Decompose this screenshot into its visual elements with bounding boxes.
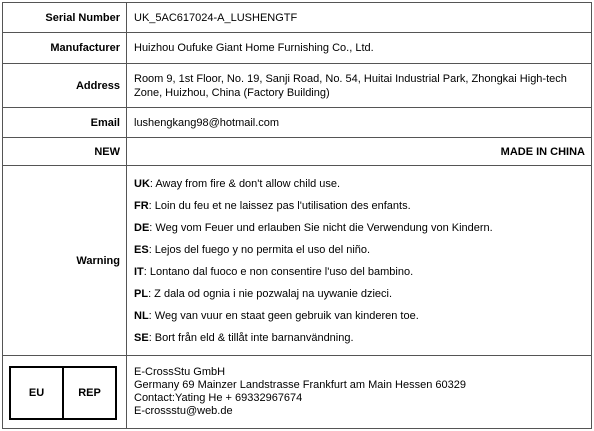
eu-badge-text: EU [28, 387, 45, 399]
address-label: Address [3, 64, 127, 108]
email-label: Email [3, 108, 127, 138]
warning-line-pl [134, 287, 585, 301]
email-value: lushengkang98@hotmail.com [127, 108, 592, 138]
warning-list [127, 166, 592, 356]
warning-row [3, 166, 592, 356]
eu-rep-address: Germany 69 Mainzer Landstrasse Frankfurt am Main Hessen 60329 [134, 379, 466, 391]
rep-badge-text: REP [62, 368, 115, 418]
eu-rep-email: E-crossstu@web.de [134, 405, 233, 417]
warning-text: : Bort från eld & tillåt inte barnanvändning. [148, 331, 354, 344]
manufacturer-row [3, 33, 592, 64]
warning-text: : Weg vom Feuer und erlauben Sie nicht die Verwendung von Kindern. [149, 221, 493, 234]
eu-rep-details [127, 356, 592, 429]
new-label: NEW [3, 138, 127, 166]
warning-line-se [134, 331, 585, 345]
warning-label: Warning [3, 166, 127, 356]
serial-number-value: UK_5AC617024-A_LUSHENGTF [127, 3, 592, 33]
lang-code: SE [134, 331, 149, 344]
made-in-value: MADE IN CHINA [127, 138, 592, 166]
warning-text: : Loin du feu et ne laissez pas l'utilisation des enfants. [148, 199, 411, 212]
lang-code: IT [134, 265, 144, 278]
lang-code: UK [134, 177, 150, 190]
eu-rep-contact: Contact:Yating He + 69332967674 [134, 392, 303, 404]
lang-code: DE [134, 221, 150, 234]
warning-text: : Weg van vuur en staat geen gebruik van kinderen toe. [148, 309, 419, 322]
warning-line-fr [134, 199, 585, 213]
lang-code: FR [134, 199, 149, 212]
lang-code: ES [134, 243, 149, 256]
eu-rep-badge-cell [3, 356, 127, 429]
product-label-table [2, 2, 592, 429]
warning-line-uk [134, 177, 585, 191]
eu-rep-badge [9, 366, 117, 420]
warning-line-nl [134, 309, 585, 323]
warning-text: : Z dala od ognia i nie pozwalaj na uywanie dzieci. [148, 287, 393, 300]
address-value: Room 9, 1st Floor, No. 19, Sanji Road, No. 54, Huitai Industrial Park, Zhongkai High-tech Zone, Huizhou, China (Factory Building) [127, 64, 592, 108]
warning-line-es [134, 243, 585, 257]
origin-row [3, 138, 592, 166]
address-row [3, 64, 592, 108]
manufacturer-value: Huizhou Oufuke Giant Home Furnishing Co., Ltd. [127, 33, 592, 64]
warning-line-de [134, 221, 585, 235]
email-row [3, 108, 592, 138]
warning-text: : Lejos del fuego y no permita el uso del niño. [148, 243, 371, 256]
warning-text: : Away from fire & don't allow child use. [149, 177, 341, 190]
warning-text: : Lontano dal fuoco e non consentire l'uso del bambino. [143, 265, 414, 278]
lang-code: PL [134, 287, 149, 300]
eu-rep-company: E-CrossStu GmbH [134, 366, 226, 378]
serial-number-row [3, 3, 592, 33]
manufacturer-label: Manufacturer [3, 33, 127, 64]
warning-line-it [134, 265, 585, 279]
lang-code: NL [134, 309, 149, 322]
eu-rep-row [3, 356, 592, 429]
serial-number-label: Serial Number [3, 3, 127, 33]
